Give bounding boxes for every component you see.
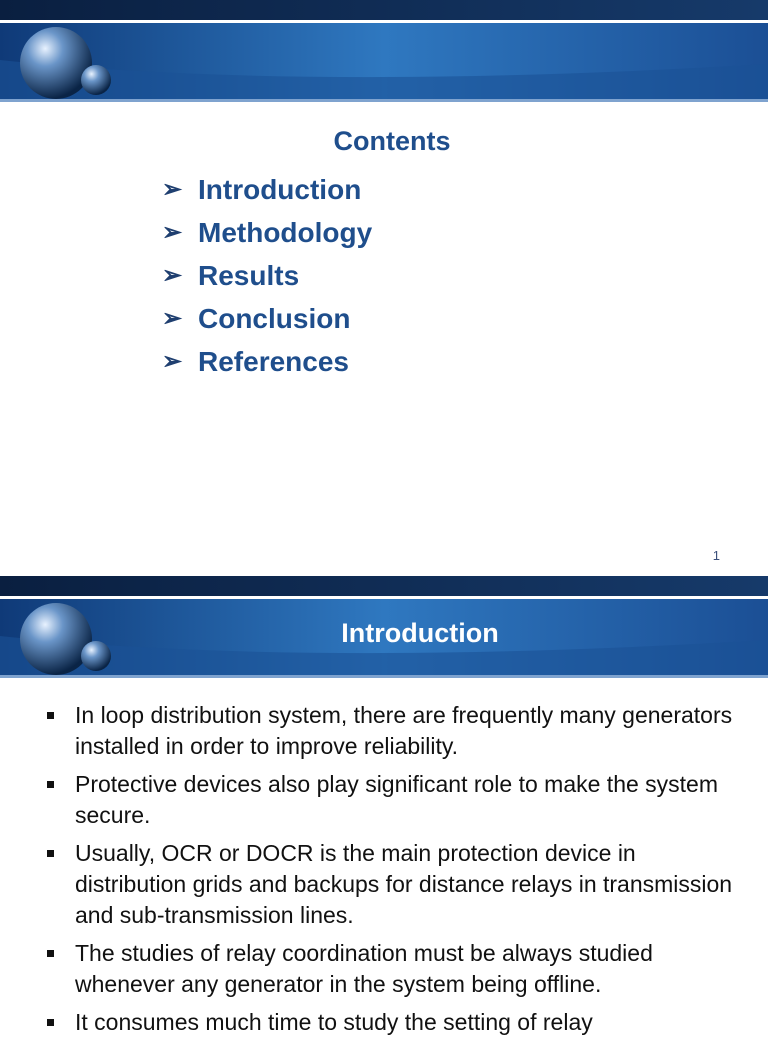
list-item — [162, 297, 372, 340]
contents-item-label: Conclusion — [198, 302, 351, 334]
bullet-text: The studies of relay coordination must be always studied whenever any generator in the system being offline. — [75, 940, 653, 997]
list-item — [44, 769, 744, 831]
bullet-list — [44, 700, 744, 1045]
header-banner — [0, 0, 768, 104]
slide-title: Contents — [333, 126, 451, 156]
list-item — [44, 1007, 744, 1038]
contents-item-label: References — [198, 345, 349, 377]
square-bullet-icon — [47, 1019, 54, 1026]
list-item — [162, 340, 372, 383]
bullet-text: It consumes much time to study the setting of relay — [75, 1009, 593, 1035]
bullet-text: Usually, OCR or DOCR is the main protection device in distribution grids and backups for distance relays in transmission and sub-transmission lines. — [75, 840, 733, 928]
contents-item-label: Results — [198, 259, 300, 291]
list-item — [44, 938, 744, 1000]
arrow-bullet-icon: ➢ — [162, 175, 183, 203]
list-item — [162, 211, 372, 254]
list-item — [44, 700, 744, 762]
bullet-text: Protective devices also play significant role to make the system secure. — [75, 771, 719, 828]
square-bullet-icon — [47, 850, 54, 857]
page-number: 1 — [712, 548, 720, 563]
contents-item-label: Methodology — [198, 216, 373, 248]
square-bullet-icon — [47, 781, 54, 788]
contents-list — [162, 168, 372, 383]
list-item — [162, 254, 372, 297]
contents-item-label: Introduction — [198, 173, 362, 205]
square-bullet-icon — [47, 950, 54, 957]
slide-title: Introduction — [341, 618, 499, 648]
arrow-bullet-icon: ➢ — [162, 304, 183, 332]
list-item — [162, 168, 372, 211]
arrow-bullet-icon: ➢ — [162, 261, 183, 289]
list-item — [44, 838, 744, 931]
square-bullet-icon — [47, 712, 54, 719]
bullet-text: In loop distribution system, there are frequently many generators installed in order to improve reliability. — [75, 702, 733, 759]
arrow-bullet-icon: ➢ — [162, 347, 183, 375]
arrow-bullet-icon: ➢ — [162, 218, 183, 246]
